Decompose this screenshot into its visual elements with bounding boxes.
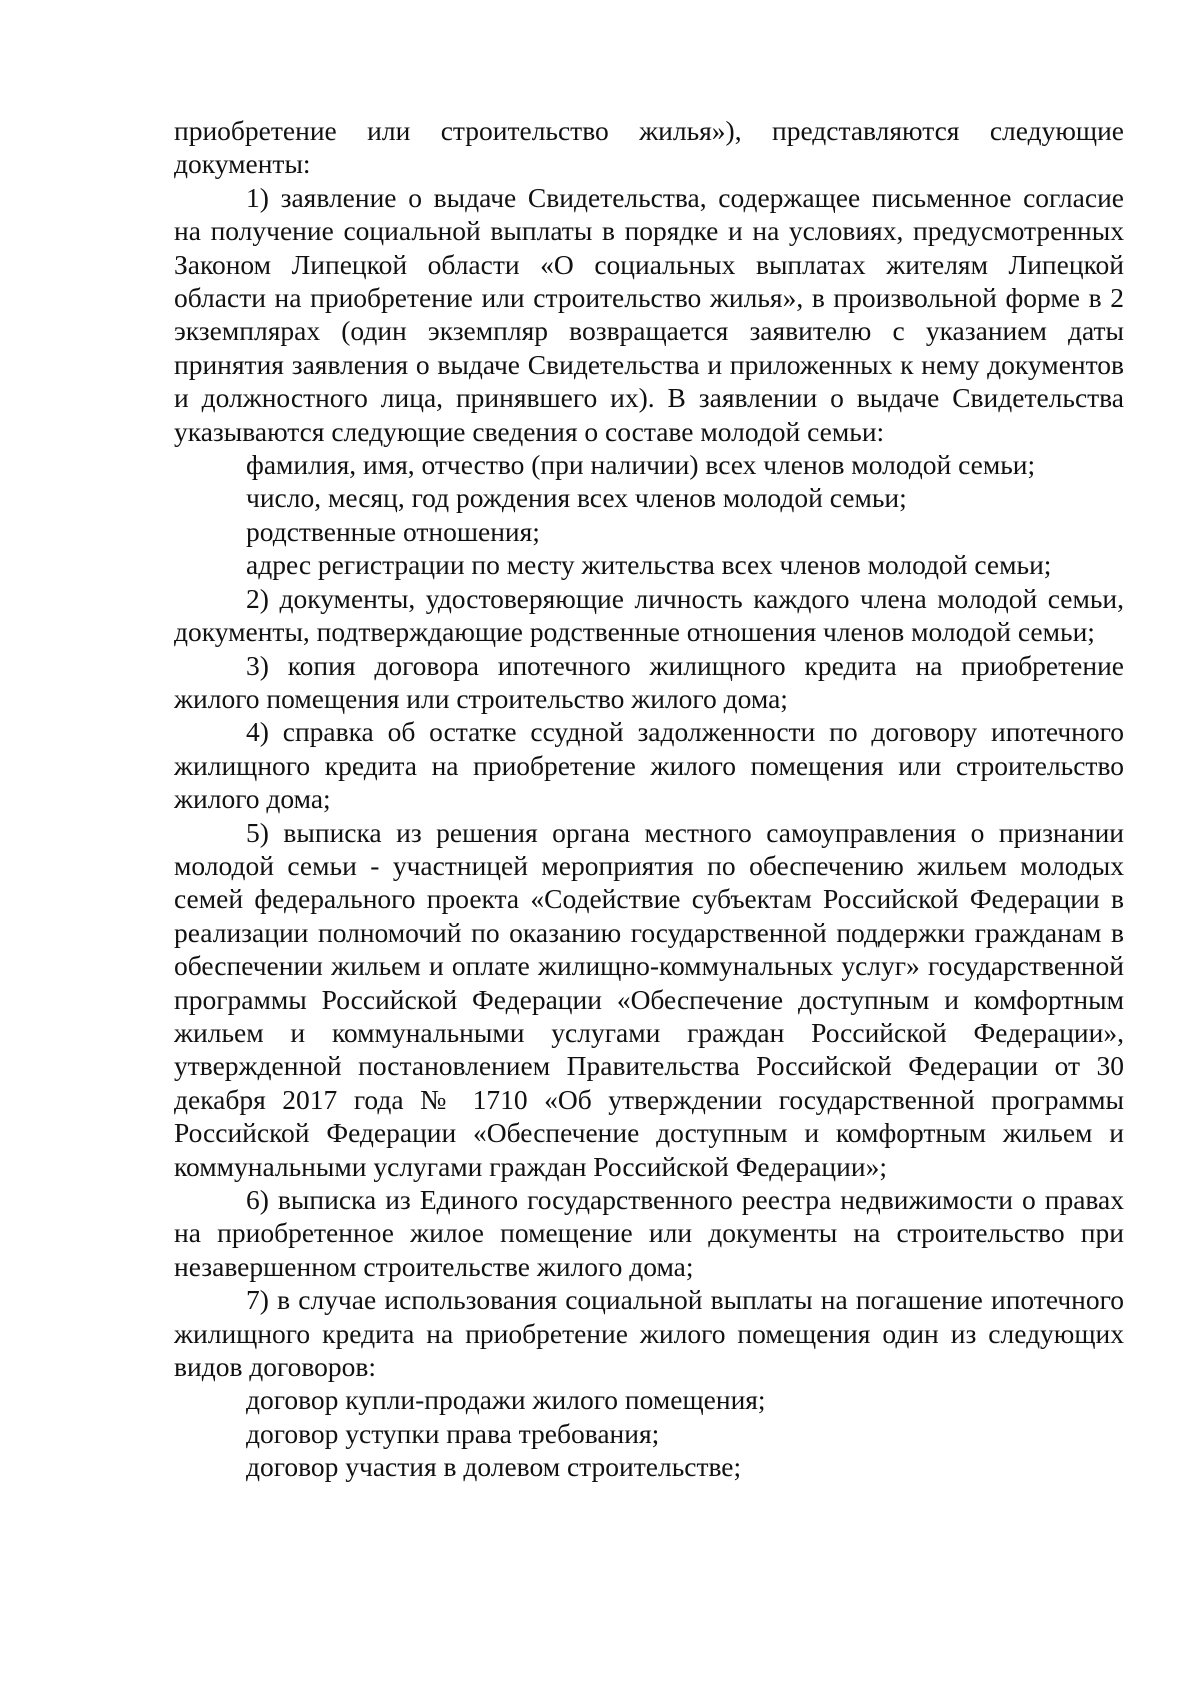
list-item-relations: родственные отношения; — [246, 515, 540, 547]
paragraph-item-7-contracts: 7) в случае использования социальной выплаты на погашение ипотечного жилищного кредита на приобретение жилого помещения один из следующих видов договоров: — [174, 1284, 1124, 1383]
paragraph-item-5-municipal-decision: 5) выписка из решения органа местного самоуправления о признании молодой семьи - участницей мероприятия по обеспечению жильем молодых семей федерального проекта «Содействие субъектам Российской Федерации в реализации полномочий по оказанию государственной поддержки гражданам в обеспечении жильем и оплате жилищно-коммунальных услуг» государственной программы Российской Федерации «Обеспечение доступным и комфортным жильем и коммунальными услугами граждан Российской Федерации», утвержденной постановлением Правительства Российской Федерации от 30 декабря 2017 года № 1710 «Об утверждении государственной программы Российской Федерации «Обеспечение доступным и комфортным жильем и коммунальными услугами граждан Российской Федерации»; — [174, 816, 1124, 1182]
paragraph-item-4-debt-certificate: 4) справка об остатке ссудной задолженности по договору ипотечного жилищного кредита на приобретение жилого помещения или строительство жилого дома; — [174, 716, 1124, 815]
document-page — [174, 114, 1124, 1484]
list-item-registration-address: адрес регистрации по месту жительства всех членов молодой семьи; — [246, 549, 1052, 581]
paragraph-item-1-application: 1) заявление о выдаче Свидетельства, содержащее письменное согласие на получение социальной выплаты в порядке и на условиях, предусмотренных Законом Липецкой области «О социальных выплатах жителям Липецкой области на приобретение или строительство жилья», в произвольной форме в 2 экземплярах (один экземпляр возвращается заявителю с указанием даты принятия заявления о выдаче Свидетельства и приложенных к нему документов и должностного лица, принявшего их). В заявлении о выдаче Свидетельства указываются следующие сведения о составе молодой семьи: — [174, 181, 1124, 447]
list-item-birth-dates: число, месяц, год рождения всех членов молодой семьи; — [246, 482, 907, 514]
paragraph-item-3-mortgage-contract: 3) копия договора ипотечного жилищного кредита на приобретение жилого помещения или строительство жилого дома; — [174, 649, 1124, 714]
list-item-shared-construction-contract: договор участия в долевом строительстве; — [246, 1451, 742, 1483]
paragraph-continuation: приобретение или строительство жилья»), представляются следующие документы: — [174, 115, 1124, 180]
list-item-full-names: фамилия, имя, отчество (при наличии) всех членов молодой семьи; — [246, 449, 1036, 481]
paragraph-item-6-registry-extract: 6) выписка из Единого государственного реестра недвижимости о правах на приобретенное жилое помещение или документы на строительство при незавершенном строительстве жилого дома; — [174, 1184, 1124, 1282]
list-item-sale-contract: договор купли-продажи жилого помещения; — [246, 1384, 766, 1416]
list-item-assignment-contract: договор уступки права требования; — [246, 1417, 660, 1449]
paragraph-item-2-identity-documents: 2) документы, удостоверяющие личность каждого члена молодой семьи, документы, подтверждающие родственные отношения членов молодой семьи; — [174, 582, 1124, 648]
